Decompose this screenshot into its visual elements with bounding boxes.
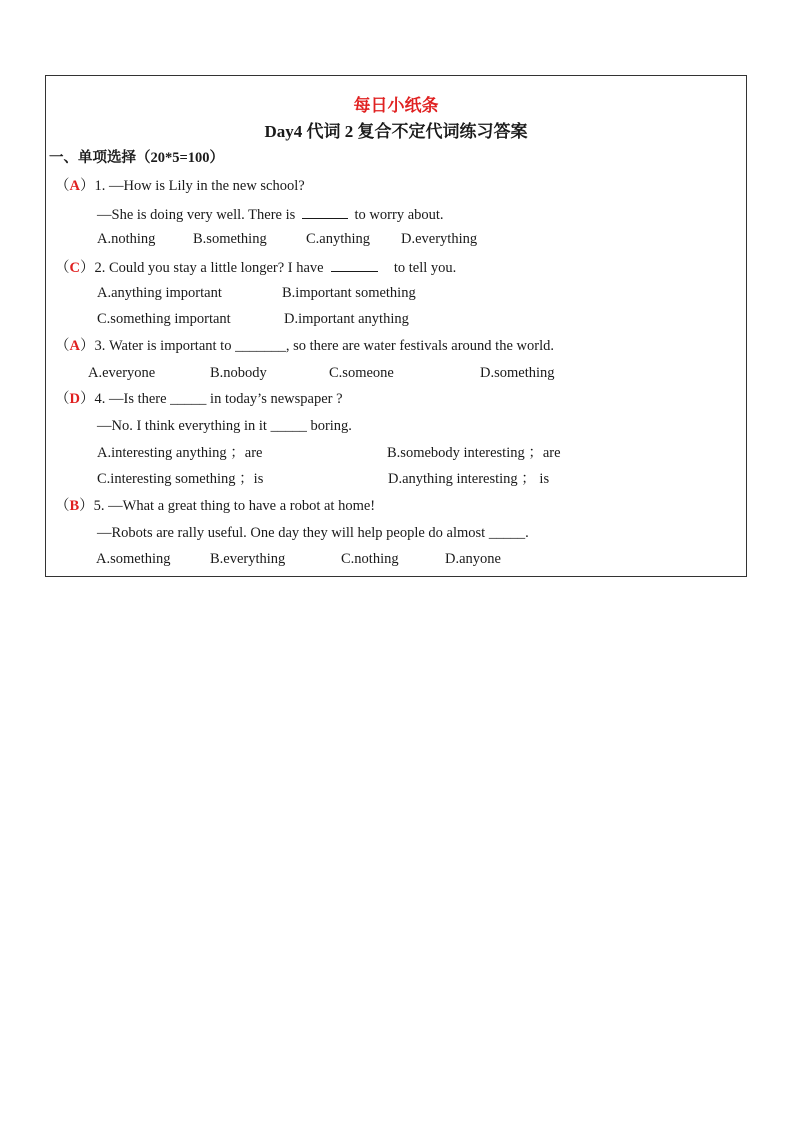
- section-heading: 一、单项选择（20*5=100）: [49, 150, 225, 166]
- question-2-option: A.anything important: [97, 285, 222, 301]
- sheet-subtitle: 每日小纸条: [353, 96, 439, 115]
- question-1-blank: [302, 204, 348, 219]
- question-1-text: 1. —How is Lily in the new school?: [94, 178, 305, 194]
- question-3-option: C.someone: [329, 365, 394, 381]
- question-1-option: D.everything: [401, 231, 478, 247]
- question-3-stem: （A）3. Water is important to _______, so there are water festivals around the world.: [55, 338, 554, 354]
- question-2-option: D.important anything: [284, 311, 409, 327]
- question-1-answer: A: [69, 178, 80, 194]
- question-2-blank: [331, 257, 378, 272]
- question-5-option: C.nothing: [341, 551, 399, 567]
- question-5-option: D.anyone: [445, 551, 501, 567]
- question-1-reply: [97, 204, 444, 224]
- answer-sheet-frame: [45, 75, 747, 577]
- question-1-option: A.nothing: [97, 231, 156, 247]
- question-1-reply-pre: —She is doing very well. There is: [97, 207, 299, 223]
- question-4-text: 4. —Is there _____ in today’s newspaper ?: [94, 391, 343, 407]
- sheet-title: Day4 代词 2 复合不定代词练习答案: [264, 122, 528, 141]
- question-4-option: C.interesting something ；is: [97, 471, 264, 487]
- question-2-text-pre: 2. Could you stay a little longer? I have: [94, 260, 328, 276]
- question-3-answer: A: [69, 338, 80, 354]
- question-4-option: D.anything interesting ； is: [388, 471, 550, 487]
- question-5-option: A.something: [96, 551, 171, 567]
- question-2-option: B.important something: [282, 285, 416, 301]
- question-2-stem: （C）2. Could you stay a little longer? I have to tell you.: [55, 257, 456, 277]
- question-2-option: C.something important: [97, 311, 231, 327]
- question-3-text: 3. Water is important to _______, so there are water festivals around the world.: [94, 338, 554, 354]
- question-1-reply-post: to worry about.: [350, 207, 444, 223]
- question-3-option: A.everyone: [88, 365, 156, 381]
- question-1-stem: （A）1. —How is Lily in the new school?: [55, 178, 305, 194]
- question-4-stem: （D）4. —Is there _____ in today’s newspaper ?: [55, 391, 343, 407]
- question-4-answer: D: [69, 391, 80, 407]
- question-4-reply: —No. I think everything in it _____ boring.: [97, 418, 352, 434]
- question-5-option: B.everything: [210, 551, 286, 567]
- question-5-reply: —Robots are rally useful. One day they will help people do almost _____.: [97, 525, 529, 541]
- question-5-text: 5. —What a great thing to have a robot at home!: [93, 498, 376, 514]
- question-2-answer: C: [69, 260, 80, 276]
- question-4-option: A.interesting anything ；are: [97, 445, 263, 461]
- question-5-answer: B: [69, 498, 80, 514]
- question-3-option: D.something: [480, 365, 555, 381]
- question-4-option: B.somebody interesting ；are: [387, 445, 561, 461]
- question-5-stem: （B）5. —What a great thing to have a robot at home!: [55, 498, 376, 514]
- question-1-option: B.something: [193, 231, 267, 247]
- question-2-text-post: to tell you.: [390, 260, 457, 276]
- question-3-option: B.nobody: [210, 365, 267, 381]
- question-1-option: C.anything: [306, 231, 371, 247]
